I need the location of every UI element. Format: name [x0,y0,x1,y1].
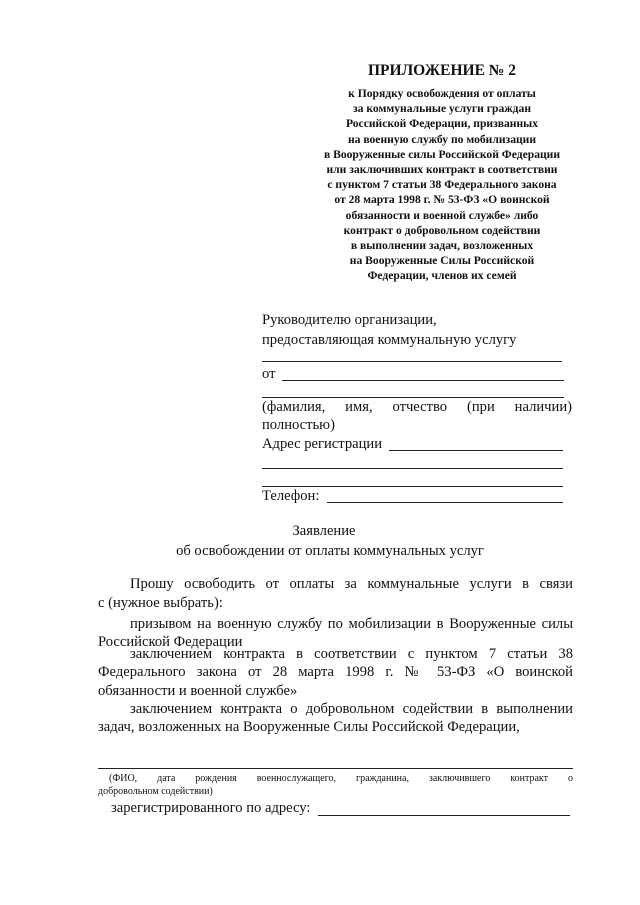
option-contract-end: обязанности и военной службе» [98,683,298,699]
appendix-line: от 28 марта 1998 г. № 53-ФЗ «О воинской [334,193,550,207]
appendix-text [307,86,577,283]
from-label: от [262,366,276,382]
appendix-line: обязанности и военной службе» либо [345,208,539,222]
address-field[interactable] [389,450,563,451]
address-field-line-3[interactable] [262,486,563,487]
appendix-line: контракт о добровольном содействии [343,223,541,237]
appendix-line: в Вооруженные силы Российской Федерации [323,147,561,161]
from-field-line-2[interactable] [262,397,564,398]
addressee-line-2: предоставляющая коммунальную услугу [262,332,517,348]
name-caption: (фамилия, имя, отчество (при наличии) [262,399,572,415]
option-mobilization-continued: Российской Федерации [98,634,243,650]
appendix-line: с пунктом 7 статьи 38 Федерального закона [327,178,557,192]
applicant-name-field[interactable] [98,768,573,769]
option-mobilization: призывом на военную службу по мобилизации в Вооруженные силы [130,616,573,632]
appendix-line: к Порядку освобождения от оплаты [348,87,536,100]
statement-title: Заявление [292,523,356,539]
option-contract-continued: Федерального закона от 28 марта 1998 г. № 53-ФЗ «О воинской [98,664,573,680]
intro-line-1: Прошу освободить от оплаты за коммунальные услуги в связи [130,576,573,592]
statement-subtitle: об освобождении от оплаты коммунальных услуг [176,543,484,559]
appendix-line: на военную службу по мобилизации [347,132,537,146]
organization-name-field[interactable] [262,361,562,362]
phone-field[interactable] [327,502,563,503]
appendix-line: Российской Федерации, призванных [345,117,539,131]
appendix-line: Федерации, членов их семей [367,269,517,283]
registered-address-field[interactable] [318,815,570,816]
address-label: Адрес регистрации [262,436,383,452]
applicant-name-caption: (ФИО, дата рождения военнослужащего, гражданина, заключившего контракт о [109,773,573,784]
appendix-line: в выполнении задач, возложенных [350,238,534,252]
from-field[interactable] [282,380,564,381]
option-contract: заключением контракта в соответствии с пунктом 7 статьи 38 [130,646,573,662]
option-volunteer: заключением контракта о добровольном содействии в выполнении [130,701,573,717]
appendix-title: ПРИЛОЖЕНИЕ № 2 [368,62,516,79]
name-caption-continued: полностью) [262,417,335,433]
address-field-line-2[interactable] [262,468,563,469]
appendix-line: или заключивших контракт в соответствии [326,162,558,176]
applicant-name-caption-continued: добровольном содействии) [98,786,213,797]
appendix-line: за коммунальные услуги граждан [352,102,532,116]
registered-address-label: зарегистрированного по адресу: [111,800,311,816]
phone-label: Телефон: [262,488,320,504]
appendix-line: на Вооруженные Силы Российской [349,254,535,268]
option-volunteer-continued: задач, возложенных на Вооруженные Силы Российской Федерации, [98,719,520,735]
intro-line-2: с (нужное выбрать): [98,595,223,611]
addressee-line-1: Руководителю организации, [262,312,437,328]
